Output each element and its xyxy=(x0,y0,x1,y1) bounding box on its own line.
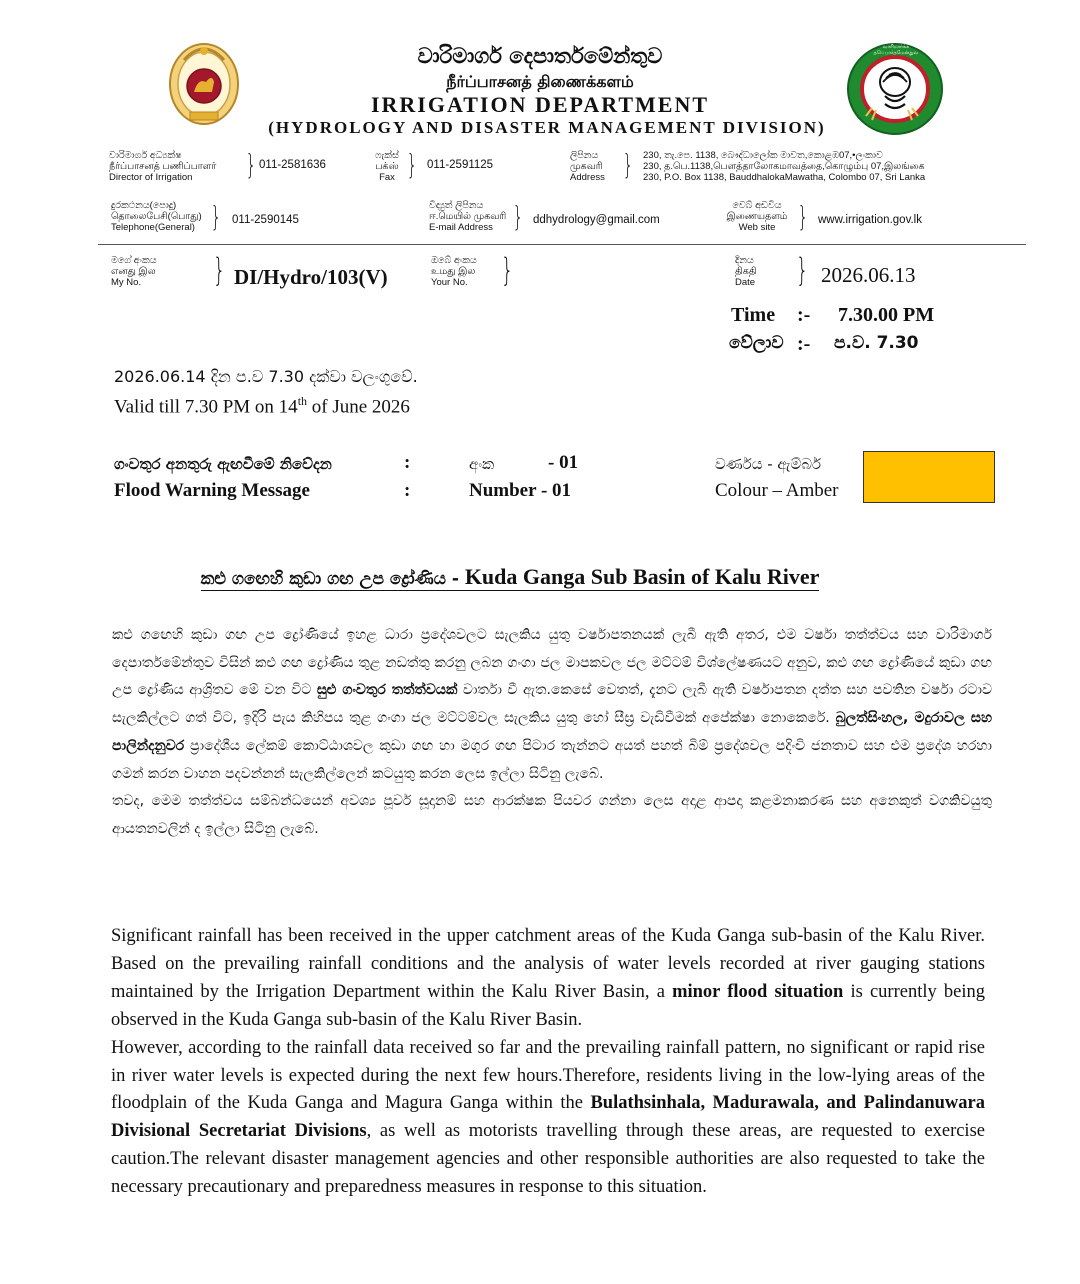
english-paragraph-2: However, according to the rainfall data received so far and the prevailing rainfall pattern, no significant or rapid rise in river water levels is expected during the next few hours.Therefore, residents living in the low-lying areas of the floodplain of the Kuda Ganga and Magura Ganga within the Bulathsinhala, Madurawala, and Palindanuwara Divisional Secretariat Divisions, as well as motorists travelling through these areas, are requested to exercise caution.The relevant disaster management agencies and other responsible authorities are also requested to take the necessary precautionary and preparedness measures in response to this situation. xyxy=(111,1037,985,1198)
number-label-sinhala: අංක xyxy=(469,455,495,473)
address-text: 230, තැ.පෙ. 1138, බෞද්ධාලෝක මාවත,කොළඹ07,•ලංකාව 230, த.பெ.1138,பௌத்தாலோகமாவத்தை,கொழும்பு 07,இலங்கை 230, P.O. Box 1138, BauddhalokaMawatha, Colombo 07, Sri Lanka xyxy=(643,150,926,183)
message-colon: : xyxy=(404,452,411,473)
header-divider xyxy=(98,244,1026,245)
message-label-english: Flood Warning Message xyxy=(114,480,310,501)
sinhala-paragraph-2: තවද, මෙම තත්ත්වය සම්බන්ධයෙන් අවශ්‍ය පූර්ව සූදානම් සහ ආරක්ෂක පියවර ගන්නා ලෙස අදාළ ආපදා කළමනාකරණ සහ අනෙකුත් වගකිවයුතු ආයතනවලින් ද ඉල්ලා සිටිනු ලැබේ. xyxy=(112,793,992,837)
sinhala-body xyxy=(112,622,992,844)
brace: } xyxy=(245,148,257,181)
website-label: වෙබ් අඩවිය இணையதளம் Web site xyxy=(726,200,788,233)
english-body xyxy=(111,923,985,1202)
time-sinhala: ප.ව. 7.30 xyxy=(834,333,919,353)
time-separator: :- xyxy=(797,333,811,355)
brace: } xyxy=(512,200,524,233)
my-reference-number: DI/Hydro/103(V) xyxy=(234,265,388,289)
time-label-sinhala: වේලාව xyxy=(729,333,784,353)
division-name: (HYDROLOGY AND DISASTER MANAGEMENT DIVISION) xyxy=(268,118,826,137)
address-label: ලිපිනය முகவரி Address xyxy=(570,150,605,183)
validity-sinhala: 2026.06.14 දින ප.ව 7.30 දක්වා වලංගුවේ. xyxy=(114,367,418,386)
number-english: Number - 01 xyxy=(469,480,572,501)
director-label: වාරිමාර්ග අධ්‍යක්ෂ நீர்ப்பாசனத் பணிப்பாளர் Director of Irrigation xyxy=(109,150,217,183)
amber-colour-swatch xyxy=(863,451,995,503)
brace: } xyxy=(622,148,634,181)
message-label-sinhala: ගංවතුර අනතුරු ඇඟවීමේ නිවේදන xyxy=(114,455,332,473)
validity-english: Valid till 7.30 PM on 14th of June 2026 xyxy=(114,394,410,418)
website-address[interactable]: www.irrigation.gov.lk xyxy=(818,214,922,226)
brace: } xyxy=(406,148,418,181)
bulletin-title: කළු ගඟෙහි කුඩා ගඟ උප ද්‍රෝණිය - Kuda Ganga Sub Basin of Kalu River xyxy=(200,564,820,589)
dept-name-english: IRRIGATION DEPARTMENT xyxy=(370,92,710,117)
time-label-english: Time xyxy=(731,304,776,326)
email-label: විද්‍යුත් ලිපිනය ஈ.மெயில் முகவரி E-mail Address xyxy=(429,200,507,233)
brace: } xyxy=(501,251,514,289)
sinhala-paragraph-1: කළු ගඟෙහි කුඩා ගඟ උප ද්‍රෝණියේ ඉහළ ධාරා ප්‍රදේශවලට සැලකිය යුතු වර්ෂාපතනයක් ලැබී ඇති අතර, එම වර්ෂා තත්ත්වය සහ වාරිමාර්ග දෙපාර්තමේන්තුව විසින් කළු ගඟ ද්‍රෝණිය තුළ නඩත්තු කරනු ලබන ගංගා ජල මාපකවල ජල මට්ටම් විශ්ලේෂණයට අනුව, කළු ගඟ ද්‍රෝණියේ කුඩා ගඟ උප ද්‍රෝණිය ආශ්‍රිතව මේ වන විට සුළු ගංවතුර තත්ත්වයක් වාර්තා වී ඇත.කෙසේ වෙතත්, දැනට ලැබී ඇති වර්ෂාපතන දත්ත සහ පවතින වර්ෂා රටාව සැලකිල්ලට ගත් විට, ඉදිරි පැය කිහිපය තුළ ගංගා ජල මට්ටම්වල සැලකිය යුතු හෝ සීඝ්‍ර වැඩිවීමක් අපේක්ෂා නොකෙරේ. බුලත්සිංහල, මදුරාවල සහ පාලින්දනුවර ප්‍රාදේශීය ලේකම් කොට්ඨාශවල කුඩා ගඟ හා මගුර ගඟ පිටාර තැන්නට අයත් පහත් බිම් ප්‍රදේශවල පදිංචි ජනතාව සහ එම ප්‍රදේශ හරහා ගමන් කරන වාහන පදවන්නන් සැලකිල්ලෙන් කටයුතු කරන ලෙස ඉල්ලා සිටිනු ලැබේ. xyxy=(112,627,993,782)
brace: } xyxy=(213,251,226,289)
colour-label-sinhala: වර්ණය - ඇම්බර් xyxy=(715,455,822,473)
fax-label: ෆැක්ස් பக்ஸ் Fax xyxy=(375,150,399,183)
director-phone: 011-2581636 xyxy=(259,159,326,171)
time-separator: :- xyxy=(797,304,811,326)
logo-ring-text: வாரிமார்க்க த⁣ெபார்தமேன்துவ xyxy=(873,44,919,56)
brace: } xyxy=(797,200,809,233)
telephone-number: 011-2590145 xyxy=(232,214,299,226)
time-english: 7.30.00 PM xyxy=(838,304,935,326)
number-value-sinhala: - 01 xyxy=(548,452,579,473)
document-date: 2026.06.13 xyxy=(821,263,916,287)
brace: } xyxy=(796,251,809,289)
english-paragraph-1: Significant rainfall has been received in the upper catchment areas of the Kuda Ganga sub-basin of the Kalu River. Based on the prevailing rainfall conditions and the analysis of water levels recorded at river gauging stations maintained by the Irrigation Department within the Kalu River Basin, a minor flood situation is currently being observed in the Kuda Ganga sub-basin of the Kalu River Basin. xyxy=(111,926,985,1030)
dept-name-tamil: நீர்ப்பாசனத் திணைக்களம் xyxy=(446,72,634,91)
date-label: දිනය திகதி Date xyxy=(735,255,757,288)
my-no-label: මගේ අංකය எனது இல My No. xyxy=(111,255,157,288)
telephone-label: දුරකථනය(පොදු) தொலைபேசி(பொது) Telephone(General) xyxy=(111,200,202,233)
message-colon: : xyxy=(404,480,411,501)
email-address[interactable]: ddhydrology@gmail.com xyxy=(533,214,660,226)
fax-number: 011-2591125 xyxy=(427,159,494,171)
colour-label-english: Colour – Amber xyxy=(715,480,839,501)
dept-name-sinhala: වාරිමාර්ග දෙපාර්තමේන්තුව xyxy=(417,44,663,68)
your-no-label: ඔබේ අංකය உமது இல Your No. xyxy=(431,255,477,288)
brace: } xyxy=(210,200,222,233)
